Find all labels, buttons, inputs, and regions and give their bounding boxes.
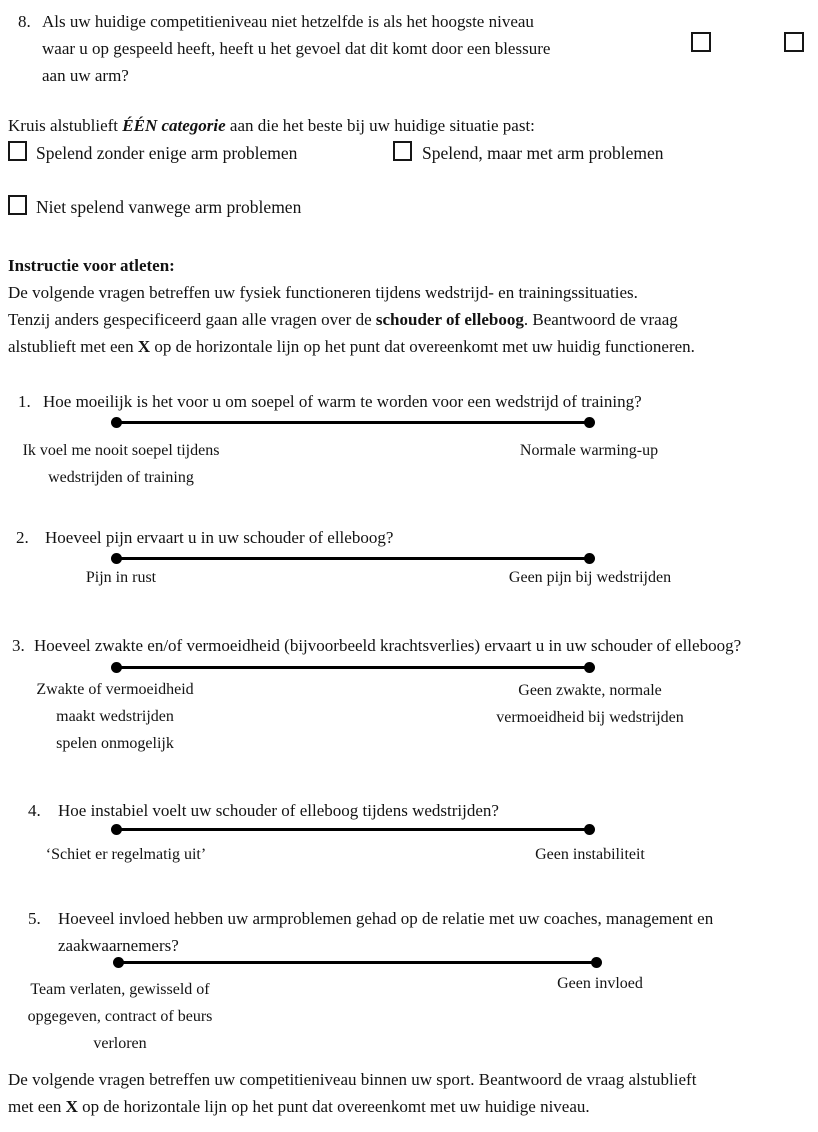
- scale-left-dot: [113, 957, 124, 968]
- scale-left-dot: [111, 662, 122, 673]
- category-prompt-emphasis: ÉÉN categorie: [122, 116, 226, 135]
- footer-bold-x: X: [65, 1097, 78, 1116]
- scale-line: [116, 421, 590, 424]
- scale-right-dot: [584, 553, 595, 564]
- question-2-text: Hoeveel pijn ervaart u in uw schouder of elleboog?: [45, 528, 394, 547]
- instructions-line-3: alstublieft met een X op de horizontale lijn op het punt dat overeenkomt met uw huidig functioneren.: [8, 337, 695, 356]
- question-2-scale[interactable]: [116, 553, 590, 564]
- question-5-text: [58, 905, 808, 959]
- question-3-left-anchor: Zwakte of vermoeidheid maakt wedstrijden spelen onmogelijk: [36, 681, 194, 752]
- question-8-checkbox-left[interactable]: [691, 32, 711, 52]
- question-3-right-anchor: Geen zwakte, normale vermoeidheid bij wedstrijden: [496, 682, 684, 726]
- question-5-number: 5.: [28, 909, 41, 928]
- scale-left-dot: [111, 417, 122, 428]
- question-5-scale[interactable]: [118, 957, 597, 968]
- question-8-line-2: waar u op gespeeld heeft, heeft u het gevoel dat dit komt door een blessure: [42, 39, 551, 58]
- category-prompt-post: aan die het beste bij uw huidige situatie past:: [225, 116, 535, 135]
- question-4-right-anchor: Geen instabiliteit: [535, 846, 645, 863]
- question-1-number: 1.: [18, 392, 31, 411]
- scale-left-dot: [111, 553, 122, 564]
- question-5-left-anchor: Team verlaten, gewisseld of opgegeven, contract of beurs verloren: [27, 981, 213, 1052]
- category-prompt: [8, 112, 535, 139]
- question-8-line-3: aan uw arm?: [42, 66, 129, 85]
- instructions-paragraph: [8, 279, 768, 360]
- instructions-line-2: Tenzij anders gespecificeerd gaan alle vragen over de schouder of elleboog. Beantwoord de vraag: [8, 310, 678, 329]
- option-playing-without-problems-label: Spelend zonder enige arm problemen: [36, 143, 298, 163]
- question-4-number: 4.: [28, 801, 41, 820]
- question-5-line-2: zaakwaarnemers?: [58, 936, 179, 955]
- scale-line: [116, 666, 590, 669]
- question-4-text: Hoe instabiel voelt uw schouder of elleboog tijdens wedstrijden?: [58, 801, 499, 820]
- question-8-checkbox-right[interactable]: [784, 32, 804, 52]
- instructions-bold-x: X: [137, 337, 151, 356]
- question-8-text: [42, 8, 622, 89]
- question-4-left-anchor: ‘Schiet er regelmatig uit’: [45, 846, 207, 863]
- scale-right-dot: [591, 957, 602, 968]
- question-2-right-anchor: Geen pijn bij wedstrijden: [508, 569, 672, 586]
- question-1-scale[interactable]: [116, 417, 590, 428]
- question-5-right-anchor: Geen invloed: [557, 975, 643, 992]
- question-3-number: 3.: [12, 636, 25, 655]
- scale-right-dot: [584, 662, 595, 673]
- option-playing-with-problems-label: Spelend, maar met arm problemen: [422, 143, 664, 163]
- instructions-line-1: De volgende vragen betreffen uw fysiek functioneren tijdens wedstrijd- en trainingssituaties.: [8, 283, 638, 302]
- option-not-playing-label: Niet spelend vanwege arm problemen: [36, 197, 302, 217]
- question-1-text: Hoe moeilijk is het voor u om soepel of warm te worden voor een wedstrijd of training?: [43, 392, 642, 411]
- instructions-bold-shoulder: schouder of elleboog: [375, 310, 524, 329]
- question-8-number: 8.: [18, 12, 31, 31]
- question-4-scale[interactable]: [116, 824, 590, 835]
- scale-line: [116, 557, 590, 560]
- question-2-number: 2.: [16, 528, 29, 547]
- question-3-text: Hoeveel zwakte en/of vermoeidheid (bijvoorbeeld krachtsverlies) ervaart u in uw schouder of elleboog?: [34, 636, 742, 655]
- question-2-left-anchor: Pijn in rust: [85, 569, 157, 586]
- question-3-scale[interactable]: [116, 662, 590, 673]
- question-5-line-1: Hoeveel invloed hebben uw armproblemen gehad op de relatie met uw coaches, management en: [58, 909, 714, 928]
- scale-right-dot: [584, 824, 595, 835]
- question-1-right-anchor: Normale warming-up: [519, 442, 659, 459]
- question-8-line-1: Als uw huidige competitieniveau niet hetzelfde is als het hoogste niveau: [42, 12, 534, 31]
- scale-line: [116, 828, 590, 831]
- question-1-left-anchor: Ik voel me nooit soepel tijdens wedstrijden of training: [22, 442, 220, 486]
- scale-right-dot: [584, 417, 595, 428]
- category-prompt-pre: Kruis alstublieft: [8, 116, 123, 135]
- instructions-heading: Instructie voor atleten:: [8, 256, 175, 275]
- option-playing-with-problems-checkbox[interactable]: [393, 141, 412, 161]
- footer-instructions: [8, 1066, 788, 1120]
- scale-left-dot: [111, 824, 122, 835]
- option-playing-without-problems-checkbox[interactable]: [8, 141, 27, 161]
- scale-line: [118, 961, 597, 964]
- option-not-playing-checkbox[interactable]: [8, 195, 27, 215]
- footer-line-2: met een X op de horizontale lijn op het punt dat overeenkomt met uw huidige niveau.: [8, 1097, 590, 1116]
- footer-line-1: De volgende vragen betreffen uw competitieniveau binnen uw sport. Beantwoord de vraag alstublieft: [8, 1070, 697, 1089]
